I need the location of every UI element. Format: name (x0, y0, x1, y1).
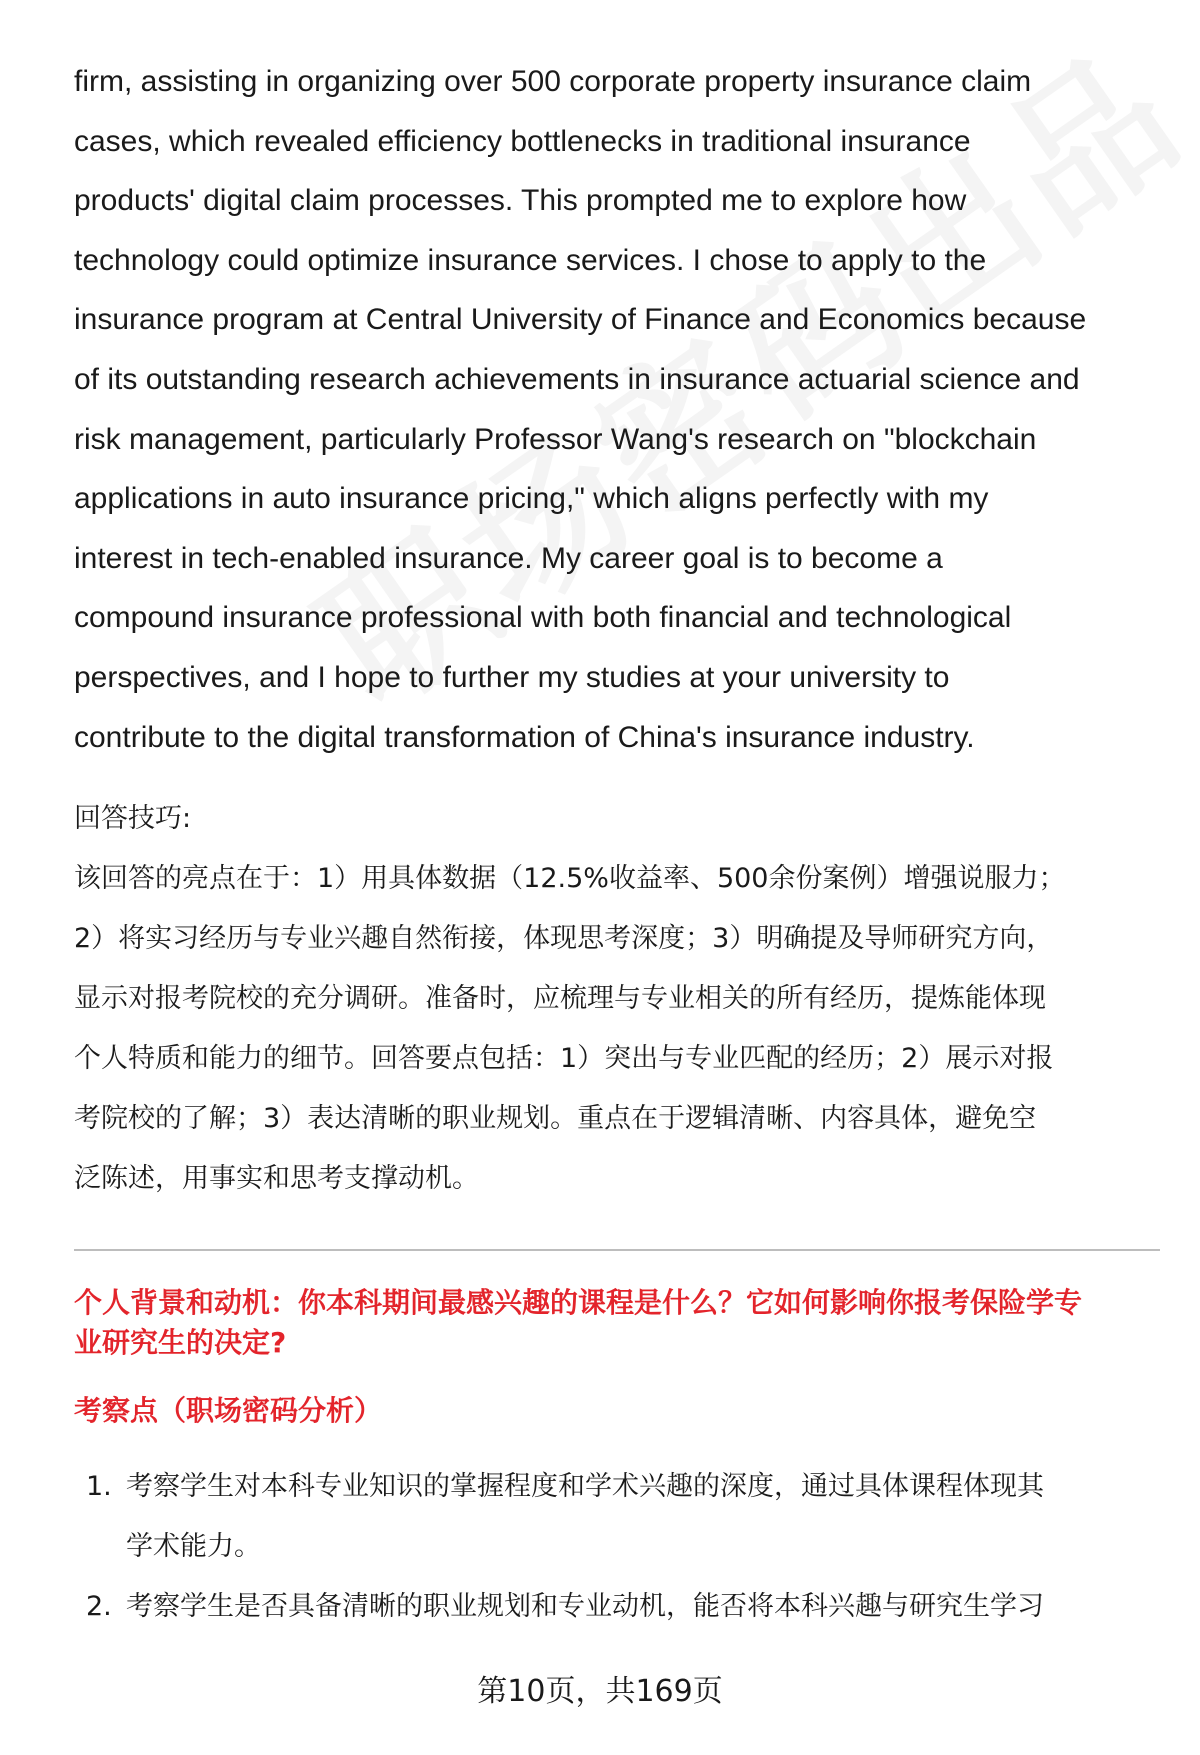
paragraph-line: of its outstanding research achievements in insurance actuarial science and (74, 362, 1080, 396)
tips-line: 考院校的了解；3）表达清晰的职业规划。重点在于逻辑清晰、内容具体，避免空 (74, 1103, 1037, 1135)
list-item (74, 1577, 1160, 1637)
english-answer-paragraph (74, 52, 1160, 767)
page-content (74, 52, 1160, 1637)
paragraph-line: firm, assisting in organizing over 500 corporate property insurance claim (74, 65, 1032, 98)
question-line: 个人背景和动机：你本科期间最感兴趣的课程是什么？它如何影响你报考保险学专 (74, 1286, 1083, 1320)
paragraph-line: cases, which revealed efficiency bottlenecks in traditional insurance (74, 124, 971, 158)
paragraph-line: technology could optimize insurance services. I chose to apply to the (74, 243, 987, 277)
paragraph-line: compound insurance professional with both financial and technological (74, 601, 1012, 635)
tips-line: 显示对报考院校的充分调研。准备时，应梳理与专业相关的所有经历，提炼能体现 (74, 983, 1046, 1015)
page-number: 第10页，共169页 (477, 1674, 723, 1709)
interview-question (74, 1283, 1160, 1363)
list-item-line: 考察学生是否具备清晰的职业规划和专业动机，能否将本科兴趣与研究生学习 (126, 1591, 1044, 1623)
question-line: 业研究生的决定? (74, 1326, 287, 1360)
section-divider (74, 1249, 1160, 1251)
paragraph-line: perspectives, and I hope to further my studies at your university to (74, 660, 950, 694)
section-heading: 考察点（职场密码分析） (74, 1394, 383, 1428)
assessment-points-list (74, 1457, 1160, 1637)
tips-line: 个人特质和能力的细节。回答要点包括：1）突出与专业匹配的经历；2）展示对报 (74, 1043, 1054, 1075)
list-item-number: 1. (86, 1471, 112, 1503)
tips-body (74, 849, 1160, 1209)
list-item-number: 2. (86, 1591, 112, 1623)
tips-line: 2）将实习经历与专业兴趣自然衔接，体现思考深度；3）明确提及导师研究方向， (74, 923, 1054, 955)
tips-line: 该回答的亮点在于：1）用具体数据（12.5%收益率、500余份案例）增强说服力； (74, 863, 1066, 895)
paragraph-line: insurance program at Central University of Finance and Economics because (74, 303, 1087, 337)
list-item (74, 1457, 1160, 1577)
answer-tips (74, 789, 1160, 1209)
list-item-line: 学术能力。 (126, 1531, 261, 1563)
paragraph-line: products' digital claim processes. This prompted me to explore how (74, 184, 967, 218)
paragraph-line: applications in auto insurance pricing," which aligns perfectly with my (74, 482, 989, 516)
tips-line: 泛陈述，用事实和思考支撑动机。 (74, 1163, 479, 1195)
paragraph-line: risk management, particularly Professor Wang's research on "blockchain (74, 422, 1037, 456)
paragraph-line: interest in tech-enabled insurance. My career goal is to become a (74, 541, 943, 575)
tips-heading: 回答技巧: (74, 803, 192, 835)
paragraph-line: contribute to the digital transformation of China's insurance industry. (74, 720, 975, 754)
list-item-line: 考察学生对本科专业知识的掌握程度和学术兴趣的深度，通过具体课程体现其 (126, 1471, 1044, 1503)
